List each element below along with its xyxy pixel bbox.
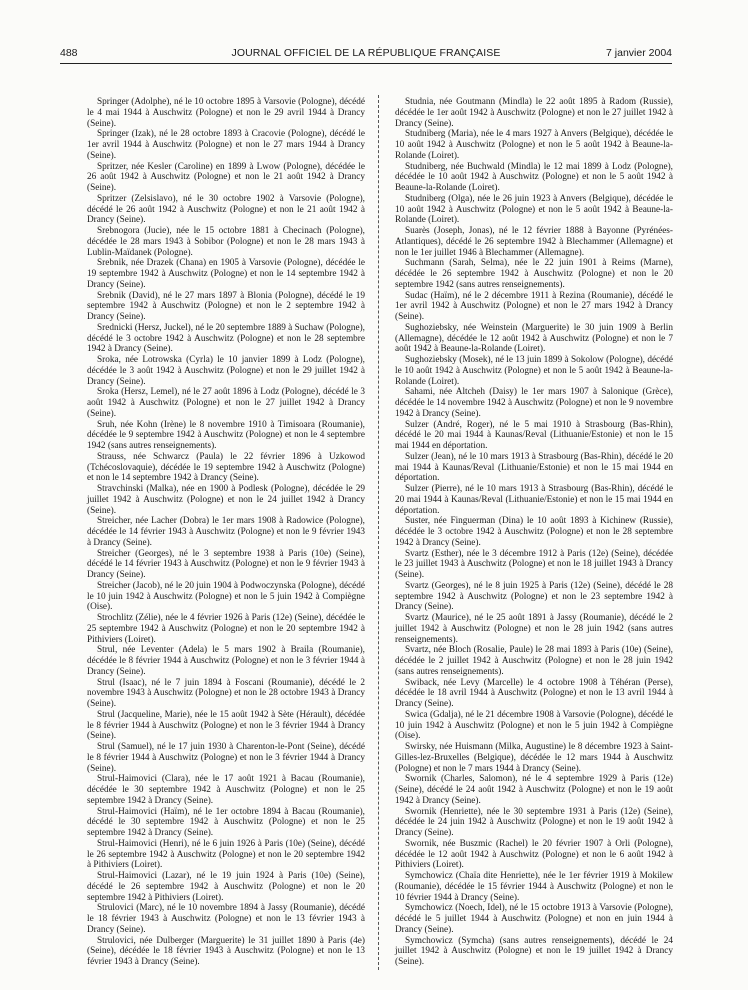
entry-paragraph: Stravchinski (Malka), née en 1900 à Podlesk (Pologne), décédée le 29 juillet 1942 à Auschwitz (Pologne) et non le 24 juillet 1942 à Drancy (Seine). (87, 484, 365, 516)
entry-paragraph: Streicher (Jacob), né le 20 juin 1904 à Podwoczynska (Pologne), décédé le 10 juin 1942 à Auschwitz (Pologne) et non le 5 juin 1942 à Compiègne (Oise). (87, 580, 365, 613)
entry-paragraph: Svartz (Esther), née le 3 décembre 1912 à Paris (12e) (Seine), décédée le 23 juillet 1943 à Auschwitz (Pologne) et non le 18 juillet 1943 à Drancy (Seine). (395, 548, 673, 580)
entry-paragraph: Streicher (Georges), né le 3 septembre 1938 à Paris (10e) (Seine), décédé le 14 février 1943 à Auschwitz (Pologne) et non le 9 février 1943 à Drancy (Seine). (87, 548, 365, 580)
entry-paragraph: Studniberg, née Buchwald (Mindla) le 12 mai 1899 à Lodz (Pologne), décédée le 10 août 1942 à Auschwitz (Pologne) et non le 5 août 1942 à Beaune-la-Rolande (Loiret). (395, 161, 673, 193)
entry-paragraph: Svartz (Maurice), né le 25 août 1891 à Jassy (Roumanie), décédé le 2 juillet 1942 à Auschwitz (Pologne) et non le 28 juin 1942 (sans autres renseignements). (395, 613, 673, 645)
entry-paragraph: Strul (Isaac), né le 7 juin 1894 à Foscani (Roumanie), décédé le 2 novembre 1943 à Auschwitz (Pologne) et non le 28 octobre 1943 à Drancy (Seine). (87, 677, 365, 709)
entry-paragraph: Strauss, née Schwarcz (Paula) le 22 février 1896 à Uzkowod (Tchécoslovaquie), décédée le 19 septembre 1942 à Auschwitz (Pologne) et non le 14 septembre 1942 à Drancy (Seine). (87, 451, 365, 484)
entry-paragraph: Sudac (Haïm), né le 2 décembre 1911 à Rezina (Roumanie), décédé le 1er avril 1942 à Auschwitz (Pologne) et non le 27 mars 1942 à Drancy (Seine). (395, 290, 673, 322)
header-rule (60, 63, 672, 64)
entry-paragraph: Sruh, née Kohn (Irène) le 8 novembre 1910 à Timisoara (Roumanie), décédée le 9 septembre 1942 à Auschwitz (Pologne) et non le 4 septembre 1942 (sans autres renseignements). (87, 419, 365, 451)
entry-paragraph: Suarès (Joseph, Jonas), né le 12 février 1888 à Bayonne (Pyrénées-Atlantiques), décédé le 26 septembre 1942 à Blechammer (Allemagne) et non le 1er juillet 1946 à Blechammer (Allemagne). (395, 226, 673, 258)
entry-paragraph: Strul-Haimovici (Henri), né le 6 juin 1926 à Paris (10e) (Seine), décédé le 26 septembre 1942 à Auschwitz (Pologne) et non le 20 septembre 1942 à Pithiviers (Loiret). (87, 838, 365, 871)
entry-paragraph: Springer (Adolphe), né le 10 octobre 1895 à Varsovie (Pologne), décédé le 4 mai 1944 à Auschwitz (Pologne) et non le 29 avril 1944 à Drancy (Seine). (87, 97, 365, 129)
entry-paragraph: Sughoziebsky, née Weinstein (Marguerite) le 30 juin 1909 à Berlin (Allemagne), décédée le 12 août 1942 à Auschwitz (Pologne) et non le 7 août 1942 à Beaune-la-Rolande (Loiret). (395, 322, 673, 355)
entry-paragraph: Sulzer (Jean), né le 10 mars 1913 à Strasbourg (Bas-Rhin), décédé le 20 mai 1944 à Kaunas/Reval (Lithuanie/Estonie) et non le 15 mai 1944 en déportation. (395, 451, 673, 484)
entry-paragraph: Studnia, née Goutmann (Mindla) le 22 août 1895 à Radom (Russie), décédée le 1er août 1942 à Auschwitz (Pologne) et non le 27 juillet 1942 à Drancy (Seine). (395, 97, 673, 129)
entry-paragraph: Strulovici (Marc), né le 10 novembre 1894 à Jassy (Roumanie), décédé le 18 février 1943 à Auschwitz (Pologne) et non le 13 février 1943 à Drancy (Seine). (87, 903, 365, 935)
entry-paragraph: Swica (Gdalja), né le 21 décembre 1908 à Varsovie (Pologne), décédé le 10 juin 1942 à Auschwitz (Pologne) et non le 5 juin 1942 à Compiègne (Oise). (395, 709, 673, 742)
entry-paragraph: Strochlitz (Zélie), née le 4 février 1926 à Paris (12e) (Seine), décédée le 25 septembre 1942 à Auschwitz (Pologne) et non le 20 septembre 1942 à Pithiviers (Loiret). (87, 613, 365, 645)
entry-paragraph: Srebnik (David), né le 27 mars 1897 à Blonia (Pologne), décédé le 19 septembre 1942 à Auschwitz (Pologne) et non le 2 septembre 1942 à Drancy (Seine). (87, 290, 365, 322)
entry-paragraph: Symchowicz (Symcha) (sans autres renseignements), décédé le 24 juillet 1942 à Auschwitz (Pologne) et non le 19 juillet 1942 à Drancy (Seine). (395, 935, 673, 967)
entry-paragraph: Springer (Izak), né le 28 octobre 1893 à Cracovie (Pologne), décédé le 1er avril 1944 à Auschwitz (Pologne) et non le 27 mars 1944 à Drancy (Seine). (87, 129, 365, 161)
entry-paragraph: Sulzer (Pierre), né le 10 mars 1913 à Strasbourg (Bas-Rhin), décédé le 20 mai 1944 à Kaunas/Reval (Lithuanie/Estonie) et non le 15 mai 1944 en déportation. (395, 484, 673, 516)
entry-paragraph: Srednicki (Hersz, Juckel), né le 20 septembre 1889 à Suchaw (Pologne), décédé le 3 octobre 1942 à Auschwitz (Pologne) et non le 28 septembre 1942 à Drancy (Seine). (87, 322, 365, 355)
entry-paragraph: Streicher, née Lacher (Dobra) le 1er mars 1908 à Radowice (Pologne), décédée le 14 février 1943 à Auschwitz (Pologne) et non le 9 février 1943 à Drancy (Seine). (87, 516, 365, 548)
right-column (395, 97, 673, 968)
entry-paragraph: Suster, née Finguerman (Dina) le 10 août 1893 à Kichinew (Russie), décédée le 3 octobre 1942 à Auschwitz (Pologne) et non le 28 septembre 1942 à Drancy (Seine). (395, 516, 673, 548)
entry-paragraph: Strul, née Leventer (Adela) le 5 mars 1902 à Braila (Roumanie), décédée le 8 février 1944 à Auschwitz (Pologne) et non le 3 février 1944 à Drancy (Seine). (87, 645, 365, 677)
page-number: 488 (60, 47, 78, 59)
entry-paragraph: Spritzer (Zelsislavo), né le 30 octobre 1902 à Varsovie (Pologne), décédé le 26 août 1942 à Auschwitz (Pologne) et non le 21 août 1942 à Drancy (Seine). (87, 193, 365, 226)
publication-date: 7 janvier 2004 (606, 47, 672, 59)
entry-paragraph: Swornik (Charles, Salomon), né le 4 septembre 1929 à Paris (12e) (Seine), décédé le 24 août 1942 à Auschwitz (Pologne) et non le 19 août 1942 à Drancy (Seine). (395, 774, 673, 806)
entry-paragraph: Studniberg (Maria), née le 4 mars 1927 à Anvers (Belgique), décédée le 10 août 1942 à Auschwitz (Pologne) et non le 5 août 1942 à Beaune-la-Rolande (Loiret). (395, 129, 673, 161)
page-header (60, 47, 672, 61)
column-divider (378, 95, 379, 970)
entry-paragraph: Spritzer, née Kesler (Caroline) en 1899 à Lwow (Pologne), décédée le 26 août 1942 à Auschwitz (Pologne) et non le 21 août 1942 à Drancy (Seine). (87, 161, 365, 193)
entry-paragraph: Srebnogora (Jucie), née le 15 octobre 1881 à Checinach (Pologne), décédée le 28 mars 1943 à Sobibor (Pologne) et non le 28 mars 1943 à Lublin-Maïdanek (Pologne). (87, 226, 365, 258)
entry-paragraph: Svartz, née Bloch (Rosalie, Paule) le 28 mai 1893 à Paris (10e) (Seine), décédée le 2 juillet 1942 à Auschwitz (Pologne) et non le 28 juin 1942 (sans autres renseignements). (395, 645, 673, 677)
entry-paragraph: Studniberg (Olga), née le 26 juin 1923 à Anvers (Belgique), décédée le 10 août 1942 à Auschwitz (Pologne) et non le 5 août 1942 à Beaune-la-Rolande (Loiret). (395, 193, 673, 226)
left-column (87, 97, 365, 968)
entry-paragraph: Srebnik, née Drazek (Chana) en 1905 à Varsovie (Pologne), décédée le 19 septembre 1942 à Auschwitz (Pologne) et non le 14 septembre 1942 à Drancy (Seine). (87, 258, 365, 290)
entry-paragraph: Strul-Haimovici (Haïm), né le 1er octobre 1894 à Bacau (Roumanie), décédé le 30 septembre 1942 à Auschwitz (Pologne) et non le 25 septembre 1942 à Drancy (Seine). (87, 806, 365, 838)
entry-paragraph: Swirsky, née Huismann (Milka, Augustine) le 8 décembre 1923 à Saint-Gilles-lez-Bruxelles (Belgique), décédée le 12 mars 1944 à Auschwitz (Pologne) et non le 7 mars 1944 à Drancy (Seine). (395, 742, 673, 774)
entry-paragraph: Sulzer (André, Roger), né le 5 mai 1910 à Strasbourg (Bas-Rhin), décédé le 20 mai 1944 à Kaunas/Reval (Lithuanie/Estonie) et non le 15 mai 1944 en déportation. (395, 419, 673, 451)
entry-paragraph: Strul-Haimovici (Clara), née le 17 août 1921 à Bacau (Roumanie), décédée le 30 septembre 1942 à Auschwitz (Pologne) et non le 25 septembre 1942 à Drancy (Seine). (87, 774, 365, 806)
entry-paragraph: Strul (Samuel), né le 17 juin 1930 à Charenton-le-Pont (Seine), décédé le 8 février 1944 à Auschwitz (Pologne) et non le 3 février 1944 à Drancy (Seine). (87, 742, 365, 774)
entry-paragraph: Svartz (Georges), né le 8 juin 1925 à Paris (12e) (Seine), décédé le 28 septembre 1942 à Auschwitz (Pologne) et non le 23 septembre 1942 à Drancy (Seine). (395, 580, 673, 613)
entry-paragraph: Swiback, née Levy (Marcelle) le 4 octobre 1908 à Téhéran (Perse), décédée le 18 avril 1944 à Auschwitz (Pologne) et non le 13 avril 1944 à Drancy (Seine). (395, 677, 673, 709)
entry-paragraph: Sroka (Hersz, Lemel), né le 27 août 1896 à Lodz (Pologne), décédé le 3 août 1942 à Auschwitz (Pologne) et non le 27 juillet 1942 à Drancy (Seine). (87, 387, 365, 419)
entry-paragraph: Strulovici, née Dulberger (Marguerite) le 31 juillet 1890 à Paris (4e) (Seine), décédée le 18 février 1943 à Auschwitz (Pologne) et non le 13 février 1943 à Drancy (Seine). (87, 935, 365, 967)
entry-paragraph: Strul (Jacqueline, Marie), née le 15 août 1942 à Sète (Hérault), décédée le 8 février 1944 à Auschwitz (Pologne) et non le 3 février 1944 à Drancy (Seine). (87, 709, 365, 742)
entry-paragraph: Sroka, née Lotrowska (Cyrla) le 10 janvier 1899 à Lodz (Pologne), décédée le 3 août 1942 à Auschwitz (Pologne) et non le 29 juillet 1942 à Drancy (Seine). (87, 355, 365, 387)
entry-paragraph: Symchowicz (Noech, Idel), né le 15 octobre 1913 à Varsovie (Pologne), décédé le 5 juillet 1944 à Auschwitz (Pologne) et non en juin 1944 à Drancy (Seine). (395, 903, 673, 935)
entry-paragraph: Suchmann (Sarah, Selma), née le 22 juin 1901 à Reims (Marne), décédée le 26 septembre 1942 à Auschwitz (Pologne) et non le 20 septembre 1942 (sans autres renseignements). (395, 258, 673, 290)
entry-paragraph: Sahami, née Altcheh (Daisy) le 1er mars 1907 à Salonique (Grèce), décédée le 14 novembre 1942 à Auschwitz (Pologne) et non le 9 novembre 1942 à Drancy (Seine). (395, 387, 673, 419)
entry-paragraph: Swornik, née Buszmic (Rachel) le 20 février 1907 à Orli (Pologne), décédée le 12 août 1942 à Auschwitz (Pologne) et non le 6 août 1942 à Pithiviers (Loiret). (395, 838, 673, 871)
entry-paragraph: Sughoziebsky (Mosek), né le 13 juin 1899 à Sokolow (Pologne), décédé le 10 août 1942 à Auschwitz (Pologne) et non le 5 août 1942 à Beaune-la-Rolande (Loiret). (395, 355, 673, 387)
journal-title: JOURNAL OFFICIEL DE LA RÉPUBLIQUE FRANÇAISE (231, 47, 501, 59)
entry-paragraph: Symchowicz (Chaïa dite Henriette), née le 1er février 1919 à Mokilew (Roumanie), décédée le 15 février 1944 à Auschwitz (Pologne) et non le 10 février 1944 à Drancy (Seine). (395, 871, 673, 903)
entry-paragraph: Swornik (Henriette), née le 30 septembre 1931 à Paris (12e) (Seine), décédée le 24 juin 1942 à Auschwitz (Pologne) et non le 19 août 1942 à Drancy (Seine). (395, 806, 673, 838)
entry-paragraph: Strul-Haimovici (Lazar), né le 19 juin 1924 à Paris (10e) (Seine), décédé le 26 septembre 1942 à Auschwitz (Pologne) et non le 20 septembre 1942 à Pithiviers (Loiret). (87, 871, 365, 903)
